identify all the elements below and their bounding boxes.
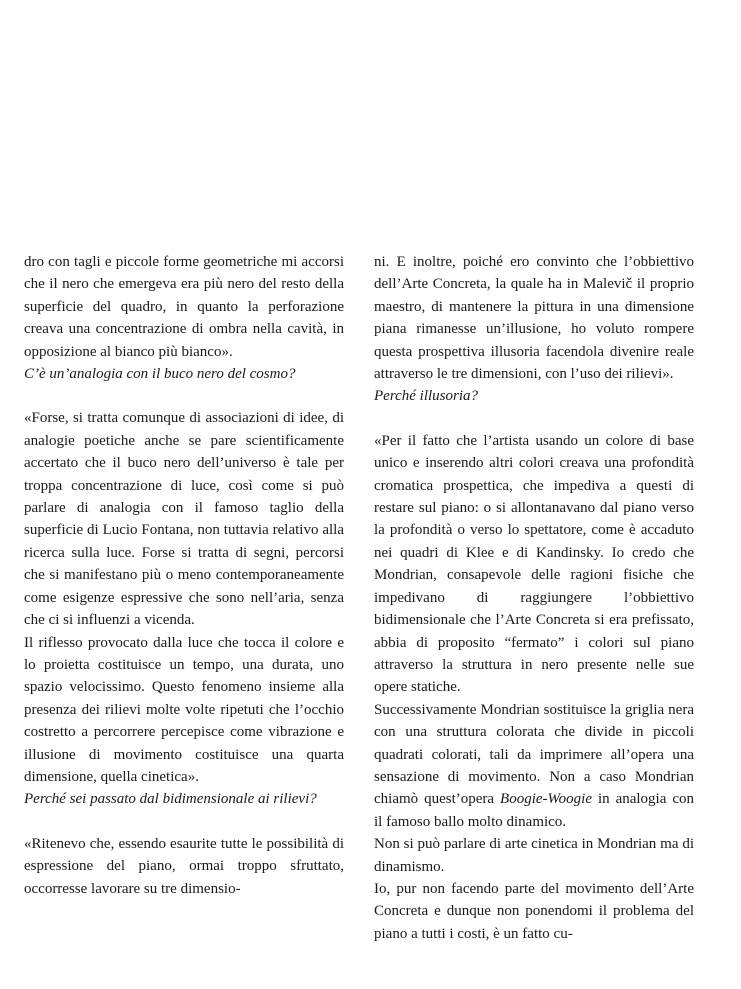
paragraph: «Forse, si tratta comunque di associazioni di idee, di analogie poetiche anche se pare scientificamente accertato che il buco nero dell’universo è tale per troppa concentrazione di luce, così come si può parlare di analogia con il famoso taglio della superficie di Lucio Fontana, non tuttavia relativo alla ricerca sulla luce. Forse si tratta di segni, percorsi che si manifestano più o meno contemporaneamente come esigenze espressive che sono nell’aria, senza che ci si influenzi a vicenda.	[24, 410, 344, 629]
left-column	[24, 251, 344, 900]
paragraph: Il riflesso provocato dalla luce che tocca il colore e lo proietta costituisce un tempo, una durata, uno spazio velocissimo. Questo fenomeno insieme alla presenza dei rilievi molte volte ripetuti che l’occhio costretto a percorrere percepisce come vibrazione e illusione di movimento costituisce una quarta dimensione, quella cinetica».	[24, 634, 344, 785]
interview-question: Perché illusoria?	[374, 388, 479, 405]
paragraph: Io, pur non facendo parte del movimento dell’Arte Concreta e dunque non ponendomi il problema del piano a tutti i costi, è un fatto cu-	[374, 880, 694, 942]
interview-question: C’è un’analogia con il buco nero del cosmo?	[24, 366, 296, 383]
paragraph: «Per il fatto che l’artista usando un colore di base unico e inserendo altri colori creava una profondità cromatica prospettica, che impediva a questi di restare sul piano: o si allontanavano dal piano verso la profondità o verso lo spettatore, come è accaduto nei quadri di Klee e di Kandinsky. Io credo che Mondrian, consapevole delle ragioni fisiche che impedivano di raggiungere l’obbiettivo bidimensionale che l’Arte Concreta si era prefissato, abbia di proposito “fermato” i colori sul piano attraverso la struttura in nero presente nelle sue opere statiche.	[374, 432, 694, 696]
paragraph-text: Successivamente Mondrian sostituisce la griglia nera con una struttura colorata che divide in piccoli quadrati colorati, tali da imprimere all’opera una sensazione di movimento. Non a caso Mondrian chiamò quest’opera	[374, 701, 694, 808]
paragraph: ni. E inoltre, poiché ero convinto che l’obbiettivo dell’Arte Concreta, la quale ha in Malevič il proprio maestro, di mantenere la pittura in una dimensione piana rimanesse un’illusione, ho voluto rompere questa prospettiva illusoria facendola divenire reale attraverso le tre dimensioni, con l’uso dei rilievi».	[374, 254, 694, 383]
right-column	[374, 251, 694, 945]
paragraph: «Ritenevo che, essendo esaurite tutte le possibilità di espressione del piano, ormai troppo sfruttato, occorresse lavorare su tre dimensio-	[24, 835, 344, 897]
interview-question: Perché sei passato dal bidimensionale ai rilievi?	[24, 791, 317, 808]
paragraph	[374, 699, 694, 833]
paragraph-text: in analogia con il famoso ballo molto dinamico.	[374, 791, 694, 830]
artwork-title: Boogie-Woogie	[500, 791, 592, 808]
paragraph: Non si può parlare di arte cinetica in Mondrian ma di dinamismo.	[374, 836, 694, 875]
paragraph: dro con tagli e piccole forme geometriche mi accorsi che il nero che emergeva era più nero del resto della superficie del quadro, in quanto la perforazione creava una concentrazione di ombra nella cavità, in opposizione al bianco più bianco».	[24, 254, 344, 360]
